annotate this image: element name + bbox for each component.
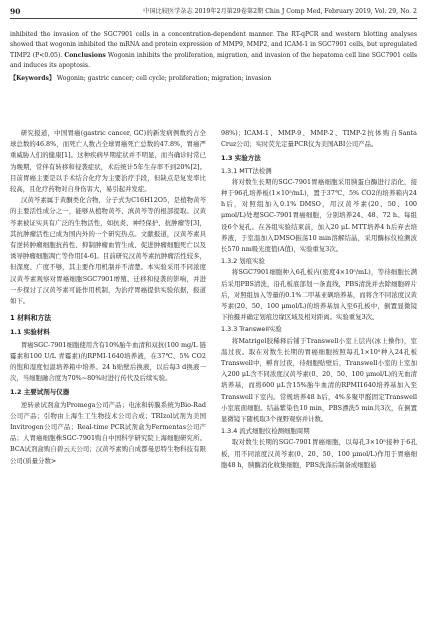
abstract-text-2: Wogonin inhibits the proliferation, migration, and invasion of the hepatoma cell line SGC7901 cells and induces its apoptosis. [10, 51, 418, 70]
running-header [10, 6, 417, 19]
abstract-block [10, 30, 417, 84]
abstract-text-1: inhibited the invasion of the SGC7901 cells in a concentration-dependent manner. The RT-qPCR and western blotting analyses showed that wogonin inhibited the mRNA and protein expression of MMP9, MMP2, and ICAM-1 in SGC7901 cells, but upregulated TIMP2 (P<0.05). [10, 31, 417, 59]
left-column [10, 128, 206, 467]
keywords-text: Wogonin; gastric cancer; cell cycle; proliferation; migration; invasion [56, 74, 272, 82]
subsection-heading-1-3-1: 1.3.1 MTT法检测 [221, 166, 272, 175]
subsection-heading-1-3-3: 1.3.3 Transwell实验 [221, 325, 282, 334]
journal-citation: 中国比较医学杂志 2019年2月第29卷第2期 Chin J Comp Med, February 2019, Vol. 29, No. 2 [143, 8, 417, 15]
page-number: 90 [10, 7, 21, 16]
right-column [221, 128, 417, 471]
keywords-label: 【Keywords】 [10, 74, 55, 82]
reagents-paragraph: 逆转录试剂盒为Promega公司产品；电泳和转膜系统为Bio-Rad公司产品；引物由上海生工生物技术公司合成；TRIzol试剂为美国Invitrogen公司产品；Real-time PCR试剂盒为Fermentas公司产品；人胃癌细胞株SGC-7901购自中国科学研究院上海细胞研究所。BCA试剂盒购自碧云天公司；汉黄芩素购自成都曼思特生物科技有限公司(质量分数> [10, 400, 206, 465]
subsection-heading-1-3-2: 1.3.2 划痕实验 [221, 257, 265, 266]
subsection-heading-1-3: 1.3 实验方法 [221, 154, 261, 163]
conclusions-label: Conclusions [64, 51, 106, 59]
intro-paragraph-2: 汉黄芩素属于黄酮类化合物，分子式为C16H12O5，是植物黄芩的主要活性成分之一，能够从植物黄芩、滇黄芩等的根部提取。汉黄芩素被证实具有广泛的生物活性，如抗炎、神经保护、抗肿瘤等[3]，其抗肿瘤活性已成为国内外的一个研究热点。文献报道，汉黄芩素具有逆转肿瘤细胞抗药性、抑制肿瘤血管生成、促进肿瘤细胞死亡以及诱导肿瘤细胞凋亡等作用[4-6]。目前研究汉黄芩素抗肿瘤活性较多，但深度、广度不够，其主要作用机制并不清楚。本实验采用不同浓度汉黄芩素观察对胃癌细胞SGC7901增殖、迁移和侵袭的影响，并进一步探讨了汉黄芩素可能作用机制，为治疗胃癌提供实验依据，报道如下。 [10, 196, 206, 306]
subsection-heading-1-2: 1.2 主要试剂与仪器 [10, 388, 70, 397]
reagents-continued: 98%)；ICAM-1、MMP-9、MMP-2、TIMP-2抗体购自Santa Cruz公司；实时荧光定量PCR仪为美国ABI公司产品。 [221, 129, 417, 149]
intro-paragraph-1: 研究报道，中国胃癌(gastric cancer, GC)的新发病例数约占全球总数的46.8%，而死亡人数占全球胃癌死亡总数的47.8%，胃癌严重威胁人们的健康[1]。这种疾病早期症状并不明显，而当确诊时常已为晚期，常伴有转移和侵袭症状，术后统计5年生存率不到20%[2]。目前胃癌主要是以手术结合化疗为主要治疗手段，但缺点是复发率比较高，且化疗药物对自身伤害大，易引起并发症。 [10, 129, 206, 194]
keywords-line [10, 74, 417, 84]
section-heading-materials: 1 材料和方法 [10, 314, 52, 323]
mtt-paragraph: 将对数生长期的SGC-7901胃癌细胞采用胰蛋白酶进行消化，接种于96孔培养板(1×10⁵/mL)，置于37℃、5% CO2的培养箱内24 h后，对照组加入0.1% DMSO，用汉黄芩素(20、50、100 μmol/L)处理SGC-7901胃癌细胞，分别培养24、48、72 h。每组设6个复孔。在各组实验结束前，加入20 μL MTT培养4 h后弃去培养液，于室温加入DMSO振荡10 min溶解结晶，采用酶标仪检测波长570 nm吸光度值(A值)，实验重复3次。 [221, 177, 417, 254]
materials-paragraph: 胃癌SGC-7901细胞使用含有10%胎牛血清和双抗(100 mg/L 链霉素和100 U/L 青霉素)的RPMI-1640培养液，在37℃、5% CO2的饱和湿度恒温培养箱中培养。24 h贴壁后换液，以后每3 d换液一次，当细胞融合度为70%~80%时进行传代及后续实验。 [10, 340, 206, 383]
transwell-paragraph: 将Matrigel胶稀释后铺于Transwell小室上层内(冰上操作)，室温过夜。取在对数生长期的胃癌细胞按照每孔1×10⁵种入24孔板Transwell中，孵育过夜，待细胞贴壁后，Transwell小室的上室加入200 μL含不同浓度汉黄芩素(0、20、50、100 μmol/L)的无血清培养基，而将600 μL含15%胎牛血清的RPMI1640培养基加入至Transwell下室内。常规培养48 h后，4%多聚甲醛固定Transwell小室底面细胞。结晶紫染色10 min，PBS漂洗5 min共3次，在倒置显微镜下随机取3个视野观察并计数。 [221, 336, 417, 424]
subsection-heading-1-3-4: 1.3.4 流式细胞仪检测细胞周期 [221, 427, 310, 436]
scratch-paragraph: 将SGC7901细胞种入6孔板内(密度4×10⁵/mL)，等待细胞长满后采用PBS清洗，沿孔板底部划一条直线，PBS清洗并去除细胞碎片后，对照组加入等量的0.1%二甲基亚砜培养基，而将含不同浓度汉黄芩素(20、50、100 μmol/L)的培养基加入至6孔板中，倒置显微镜下拍摄并确定划痕边缘区域及相对距离。实验重复3次。 [221, 268, 417, 322]
flow-cytometry-paragraph: 取对数生长期的SGC-7901胃癌细胞，以每孔3×10⁵接种于6孔板，用不同浓度汉黄芩素(0、20、50、100 μmol/L)作用于胃癌细胞48 h，胰酶消化收集细胞，PBS洗涤后制备成细胞悬 [221, 438, 417, 469]
subsection-heading-1-1: 1.1 实验材料 [10, 328, 50, 337]
